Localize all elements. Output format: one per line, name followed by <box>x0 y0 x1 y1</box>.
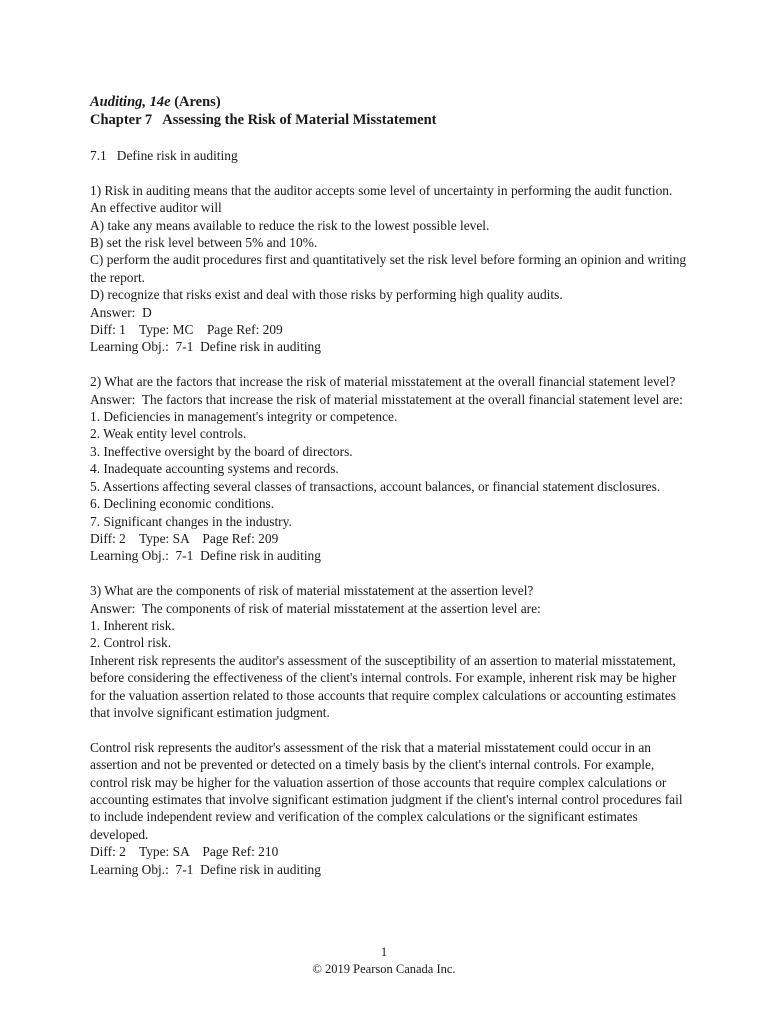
option-d: D) recognize that risks exist and deal with those risks by performing high quality audits. <box>90 287 563 303</box>
section-heading: 7.1 Define risk in auditing <box>90 148 238 163</box>
book-title: Auditing, 14e <box>90 94 171 110</box>
question-meta: Diff: 1 Type: MC Page Ref: 209 <box>90 322 283 338</box>
book-title-line <box>90 93 690 111</box>
answer-intro: Answer: The components of risk of material misstatement at the assertion level are: <box>90 600 541 616</box>
option-b: B) set the risk level between 5% and 10%. <box>90 235 318 251</box>
list-item: 7. Significant changes in the industry. <box>90 513 292 529</box>
answer: Answer: D <box>90 304 152 320</box>
question-1 <box>90 182 690 356</box>
question-meta: Diff: 2 Type: SA Page Ref: 209 <box>90 530 279 546</box>
question-meta: Diff: 2 Type: SA Page Ref: 210 <box>90 844 279 860</box>
book-author: (Arens) <box>174 94 221 110</box>
control-risk-paragraph: Control risk represents the auditor's assessment of the risk that a material misstatement could occur in an assertion and not be prevented or detected on a timely basis by the client's internal controls. For example, control risk may be higher for the valuation assertion of those accounts that require complex calculations or accounting estimates that involve significant estimation judgment if the client's internal control procedures fail to include independent review and verification of the complex calculations or the significant estimates developed. <box>90 739 683 842</box>
copyright-notice: © 2019 Pearson Canada Inc. <box>312 962 456 976</box>
question-stem: 2) What are the factors that increase the risk of material misstatement at the overall financial statement level? <box>90 374 676 390</box>
list-item: 5. Assertions affecting several classes of transactions, account balances, or financial statement disclosures. <box>90 478 661 494</box>
chapter-title: Chapter 7 Assessing the Risk of Material Misstatement <box>90 112 437 128</box>
list-item: 1. Deficiencies in management's integrity or competence. <box>90 409 398 425</box>
list-item: 2. Weak entity level controls. <box>90 426 247 442</box>
question-stem: 3) What are the components of risk of material misstatement at the assertion level? <box>90 583 534 599</box>
option-c: C) perform the audit procedures first and quantitatively set the risk level before forming an opinion and writing the report. <box>90 252 687 285</box>
learning-objective: Learning Obj.: 7-1 Define risk in auditing <box>90 548 321 564</box>
learning-objective: Learning Obj.: 7-1 Define risk in auditing <box>90 339 321 355</box>
list-item: 1. Inherent risk. <box>90 617 175 633</box>
learning-objective: Learning Obj.: 7-1 Define risk in auditing <box>90 861 321 877</box>
paragraph-gap <box>90 721 690 738</box>
list-item: 3. Ineffective oversight by the board of directors. <box>90 443 353 459</box>
document-page <box>90 93 690 878</box>
inherent-risk-paragraph: Inherent risk represents the auditor's assessment of the susceptibility of an assertion to material misstatement, before considering the effectiveness of the client's internal controls. For example, inherent risk may be higher for the valuation assertion related to those accounts that require complex calculations or accounting estimates that involve significant estimation judgment. <box>90 652 677 720</box>
list-item: 2. Control risk. <box>90 635 172 651</box>
question-3 <box>90 582 690 878</box>
list-item: 6. Declining economic conditions. <box>90 496 275 512</box>
option-a: A) take any means available to reduce the risk to the lowest possible level. <box>90 217 490 233</box>
list-item: 4. Inadequate accounting systems and records. <box>90 461 339 477</box>
question-2 <box>90 373 690 564</box>
page-number: 1 <box>380 945 388 959</box>
answer-intro: Answer: The factors that increase the risk of material misstatement at the overall financial statement level are: <box>90 391 683 407</box>
question-stem: 1) Risk in auditing means that the auditor accepts some level of uncertainty in performing the audit function. An effective auditor will <box>90 182 673 216</box>
